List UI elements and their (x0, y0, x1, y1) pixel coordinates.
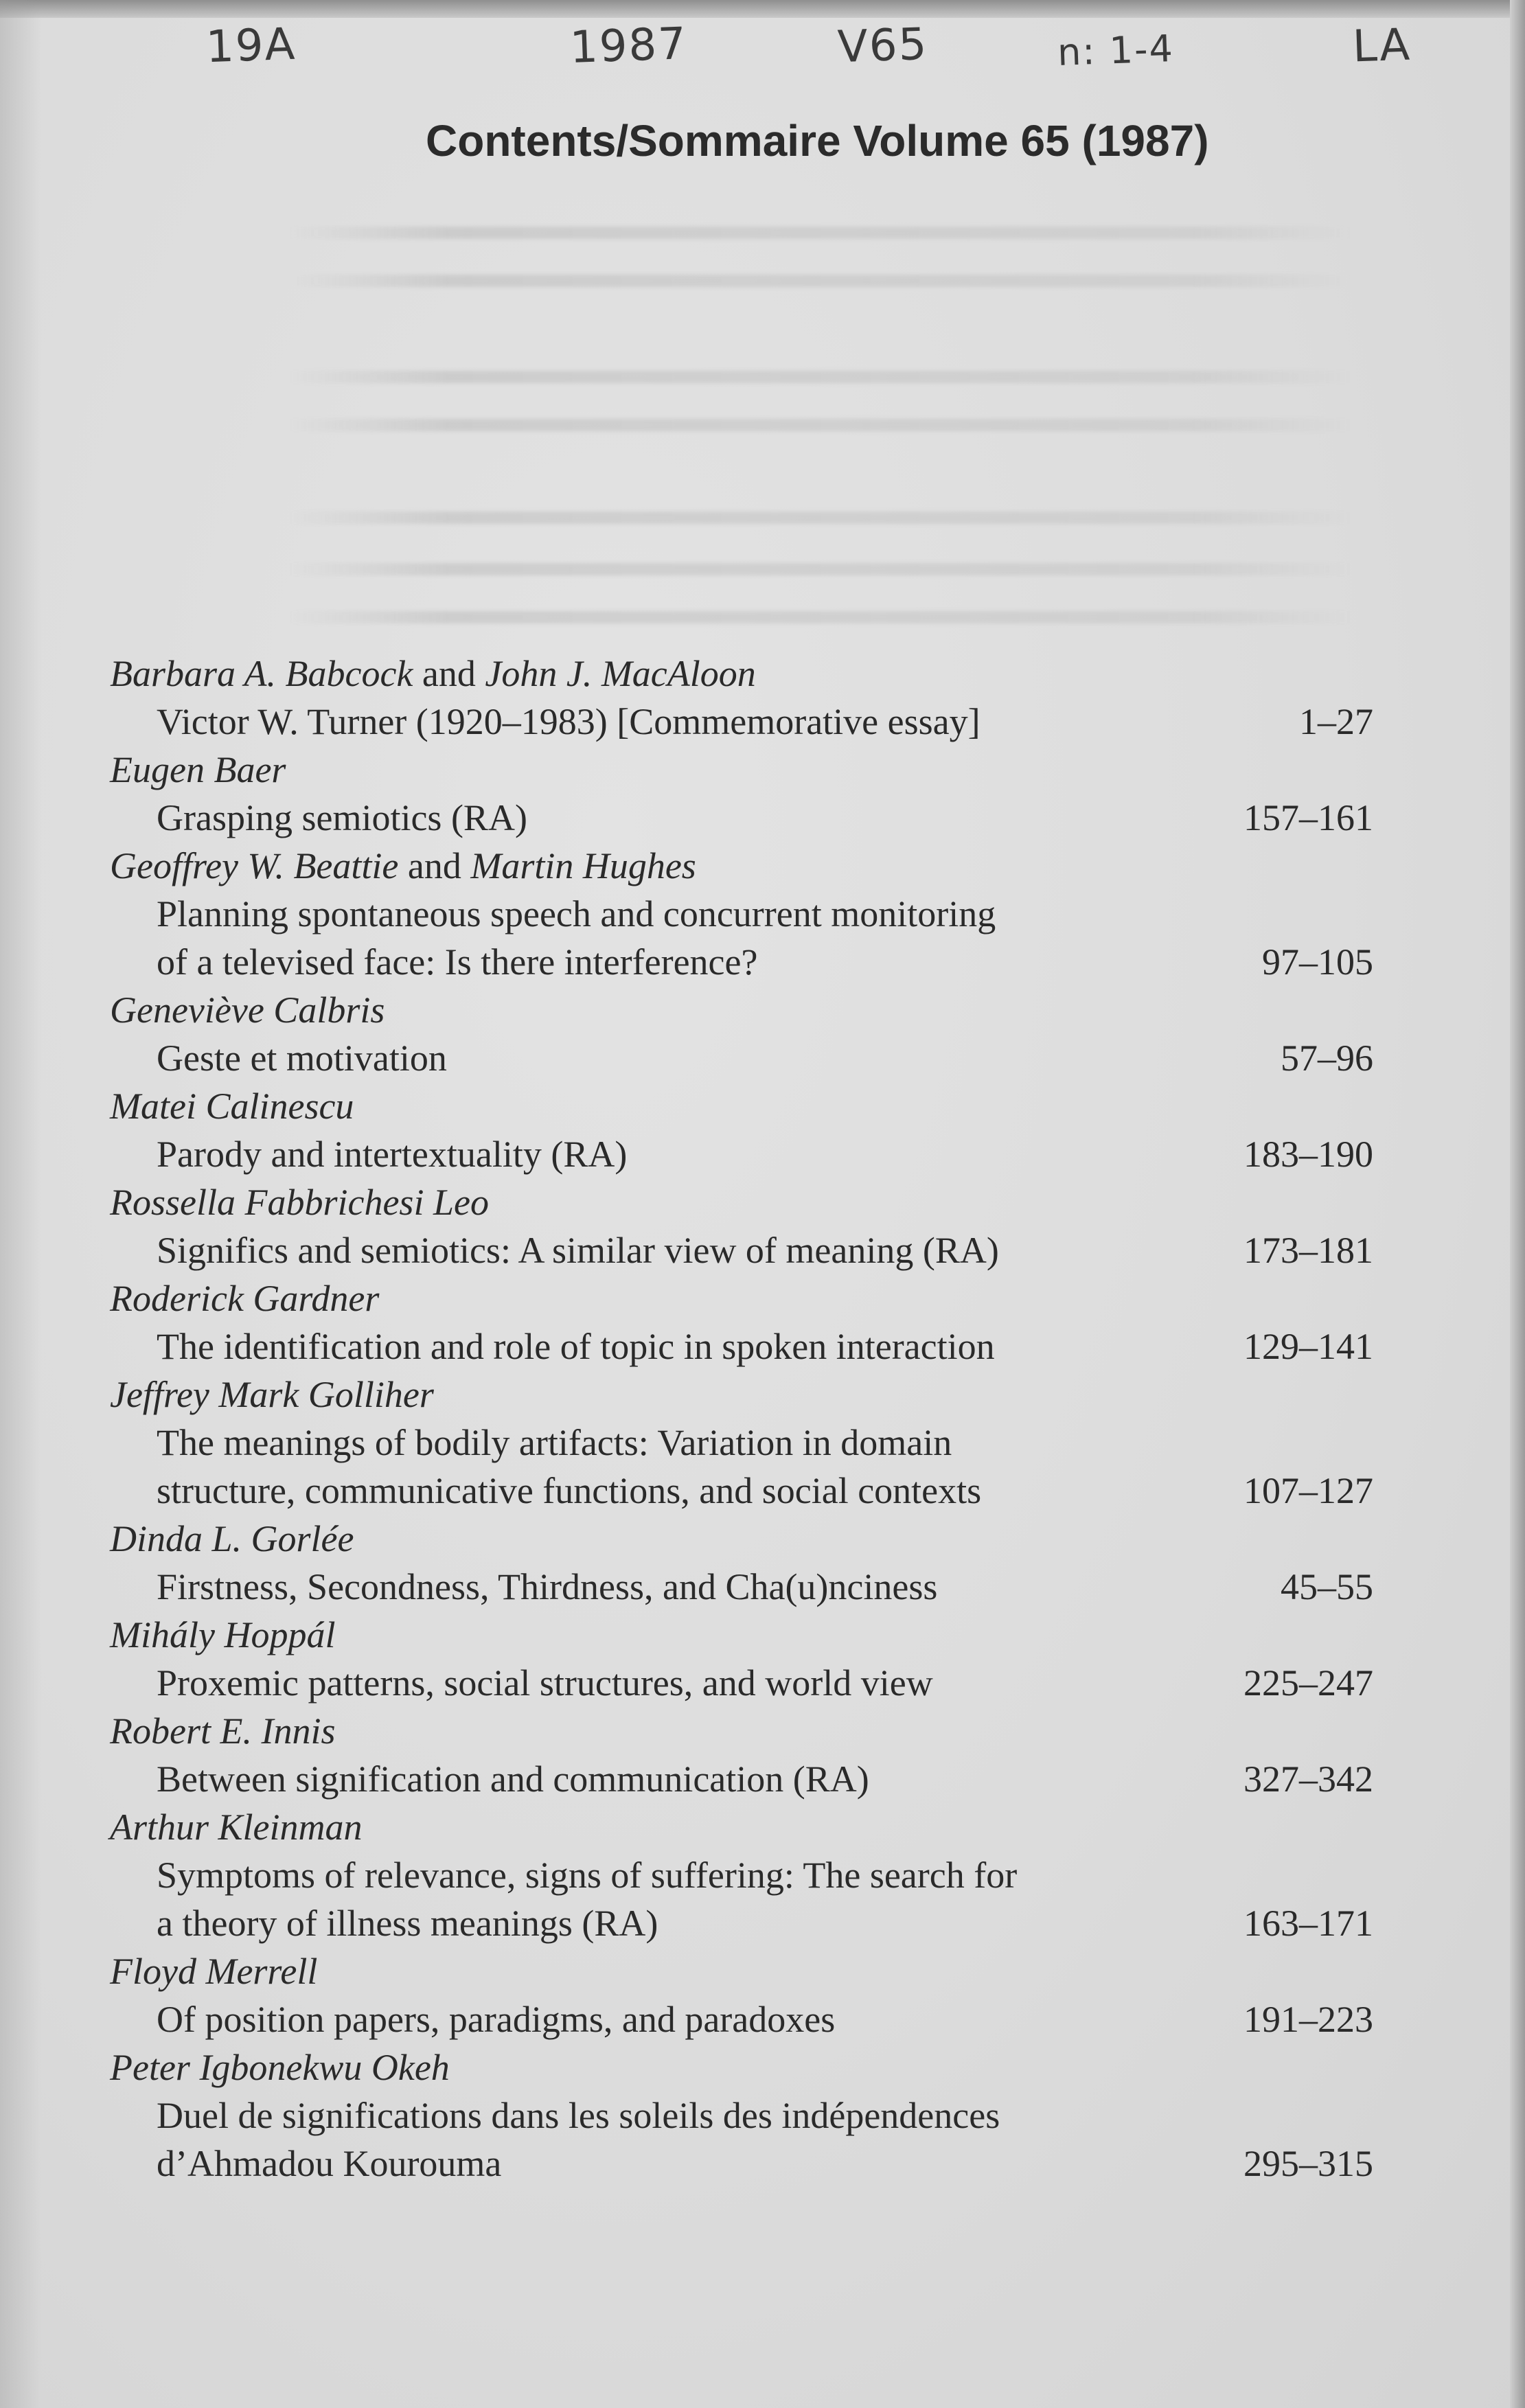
page-range: 129–141 (1243, 1326, 1373, 1367)
bleed-through-line (288, 227, 1353, 239)
toc-entry (110, 650, 1373, 746)
page-top-edge (0, 0, 1525, 18)
entry-authors (110, 746, 1373, 794)
entry-title-line: Symptoms of relevance, signs of suffering: The search for (157, 1855, 1018, 1896)
entry-title-block (110, 1226, 1373, 1274)
entry-title-line: Geste et motivation (157, 1037, 447, 1079)
entry-authors (110, 650, 1373, 698)
entry-authors (110, 1515, 1373, 1563)
bleed-through-line (288, 611, 1353, 623)
handwritten-note: 1987 (569, 19, 689, 73)
handwritten-note: V65 (836, 19, 929, 73)
page-range: 45–55 (1281, 1566, 1373, 1607)
bleed-through-line (288, 371, 1353, 383)
volume-text: Volume 65 (1987) (853, 116, 1209, 165)
author-conjunction: and (422, 653, 476, 694)
entry-title-line: Victor W. Turner (1920–1983) [Commemorative essay] (157, 701, 981, 742)
entry-title-line: structure, communicative functions, and social contexts (157, 1470, 982, 1511)
entry-authors (110, 1274, 1373, 1322)
page-range: 183–190 (1243, 1134, 1373, 1175)
toc-entry (110, 1707, 1373, 1803)
entry-authors (110, 1611, 1373, 1659)
entry-title-block (110, 698, 1373, 746)
page-range: 327–342 (1243, 1758, 1373, 1800)
entry-title-block (110, 1851, 1373, 1947)
handwritten-note: n: 1-4 (1056, 27, 1175, 74)
entry-title-line: Proxemic patterns, social structures, and world view (157, 1662, 933, 1704)
entry-title-block (110, 1322, 1373, 1371)
author-name: Geoffrey W. Beattie (110, 845, 399, 886)
author-name: Barbara A. Babcock (110, 653, 413, 694)
page-range: 57–96 (1281, 1037, 1373, 1079)
toc-entry (110, 1515, 1373, 1611)
entry-title-block (110, 1659, 1373, 1707)
bleed-through-line (288, 275, 1353, 287)
entry-authors (110, 1803, 1373, 1851)
toc-entry (110, 1082, 1373, 1178)
author-conjunction: and (407, 845, 461, 886)
entry-title-block (110, 794, 1373, 842)
handwritten-note: 19A (205, 19, 297, 73)
toc-entry (110, 1178, 1373, 1274)
bleed-through-line (288, 512, 1353, 524)
author-name: Mihály Hoppál (110, 1614, 336, 1655)
bleed-through-line (288, 563, 1353, 575)
entry-title-line: of a televised face: Is there interference? (157, 941, 758, 983)
page-range: 225–247 (1243, 1662, 1373, 1704)
entry-title-block (110, 1419, 1373, 1515)
entry-title-block (110, 1995, 1373, 2043)
author-name: Arthur Kleinman (110, 1807, 363, 1848)
entry-title-line: Of position papers, paradigms, and paradoxes (157, 1999, 836, 2040)
page-title (426, 115, 1209, 166)
author-name: Matei Calinescu (110, 1086, 354, 1127)
page-range: 107–127 (1243, 1470, 1373, 1511)
author-name: Peter Igbonekwu Okeh (110, 2047, 450, 2088)
author-name: Jeffrey Mark Golliher (110, 1374, 434, 1415)
entry-title-line: a theory of illness meanings (RA) (157, 1903, 658, 1944)
page-range: 295–315 (1243, 2143, 1373, 2184)
toc-entry (110, 2043, 1373, 2188)
entry-authors (110, 1371, 1373, 1419)
toc-entry (110, 1947, 1373, 2043)
entry-title-block (110, 1034, 1373, 1082)
entry-title-line: The meanings of bodily artifacts: Variation in domain (157, 1422, 952, 1463)
entry-authors (110, 1707, 1373, 1755)
entry-title-block (110, 1130, 1373, 1178)
entry-authors (110, 2043, 1373, 2091)
entry-title-block (110, 2091, 1373, 2188)
entry-title-line: Firstness, Secondness, Thirdness, and Cha(u)nciness (157, 1566, 938, 1607)
entry-title-line: d’Ahmadou Kourouma (157, 2143, 502, 2184)
toc-entry (110, 1611, 1373, 1707)
toc-entry (110, 1371, 1373, 1515)
page-range: 1–27 (1299, 701, 1373, 742)
entry-title-block (110, 1563, 1373, 1611)
author-name: Geneviève Calbris (110, 989, 385, 1031)
title-text: Contents/Sommaire (426, 116, 841, 165)
toc-entry (110, 746, 1373, 842)
author-name: Eugen Baer (110, 749, 286, 790)
page-range: 191–223 (1243, 1999, 1373, 2040)
author-name: Floyd Merrell (110, 1951, 318, 1992)
page-range: 157–161 (1243, 797, 1373, 838)
table-of-contents (110, 650, 1373, 2188)
author-name: Dinda L. Gorlée (110, 1518, 354, 1559)
bleed-through-line (288, 419, 1353, 431)
entry-title-line: The identification and role of topic in spoken interaction (157, 1326, 995, 1367)
entry-authors (110, 1178, 1373, 1226)
entry-authors (110, 1947, 1373, 1995)
page-left-shadow (0, 0, 41, 2408)
entry-title-block (110, 1755, 1373, 1803)
author-name: Martin Hughes (470, 845, 696, 886)
entry-title-block (110, 890, 1373, 986)
page-range: 163–171 (1243, 1903, 1373, 1944)
author-name: Robert E. Innis (110, 1710, 336, 1752)
toc-entry (110, 1274, 1373, 1371)
author-name: Rossella Fabbrichesi Leo (110, 1182, 489, 1223)
toc-entry (110, 1803, 1373, 1947)
page-right-edge (1510, 0, 1525, 2408)
author-name: John J. MacAloon (485, 653, 756, 694)
entry-title-line: Significs and semiotics: A similar view of meaning (RA) (157, 1230, 999, 1271)
entry-authors (110, 1082, 1373, 1130)
page-range: 97–105 (1262, 941, 1373, 983)
handwritten-note: LA (1351, 19, 1412, 73)
entry-title-line: Grasping semiotics (RA) (157, 797, 527, 838)
entry-title-line: Between signification and communication (RA) (157, 1758, 869, 1800)
author-name: Roderick Gardner (110, 1278, 380, 1319)
entry-authors (110, 986, 1373, 1034)
entry-title-line: Planning spontaneous speech and concurrent monitoring (157, 893, 996, 934)
entry-authors (110, 842, 1373, 890)
entry-title-line: Duel de significations dans les soleils des indépendences (157, 2095, 1000, 2136)
toc-entry (110, 986, 1373, 1082)
toc-entry (110, 842, 1373, 986)
page-range: 173–181 (1243, 1230, 1373, 1271)
entry-title-line: Parody and intertextuality (RA) (157, 1134, 628, 1175)
